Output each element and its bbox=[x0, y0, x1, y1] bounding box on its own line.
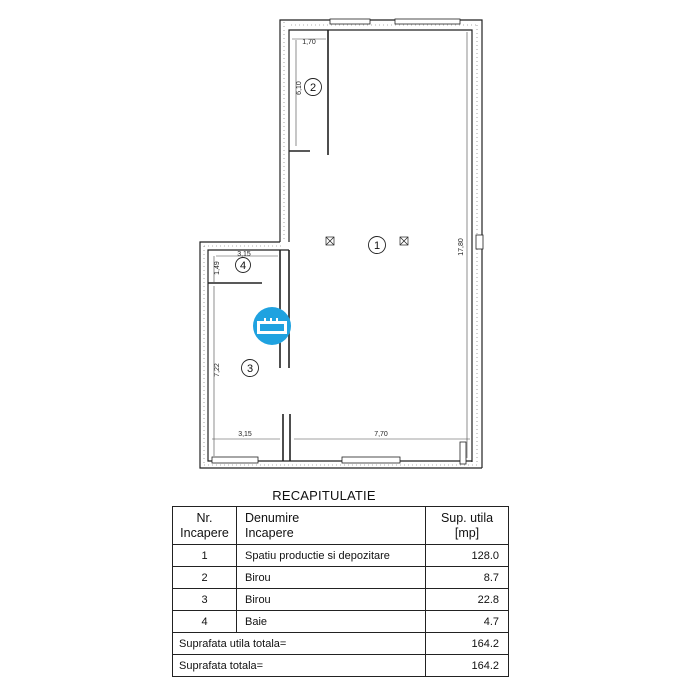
room-3-label: 3 bbox=[246, 363, 254, 375]
row-area: 4.7 bbox=[426, 611, 509, 633]
dim-room2-width: 1,70 bbox=[302, 39, 316, 46]
header-name-line1: Denumire bbox=[245, 510, 300, 525]
total-value: 164.2 bbox=[426, 633, 509, 655]
column-markers bbox=[326, 237, 408, 245]
building-badge-icon bbox=[253, 307, 291, 345]
header-name bbox=[237, 507, 426, 545]
room-4-label: 4 bbox=[239, 260, 247, 272]
row-area: 8.7 bbox=[426, 567, 509, 589]
recap-title: RECAPITULATIE bbox=[272, 488, 376, 503]
exterior-walls bbox=[200, 20, 482, 468]
table-row bbox=[173, 611, 509, 633]
recap-table bbox=[172, 506, 509, 677]
dim-room3-length: 7,22 bbox=[214, 363, 221, 377]
row-nr: 3 bbox=[173, 589, 237, 611]
table-header-row bbox=[173, 507, 509, 545]
dim-bottom-right: 7,70 bbox=[374, 431, 388, 438]
row-name: Baie bbox=[237, 611, 426, 633]
table-row bbox=[173, 589, 509, 611]
dim-room4-length: 1,49 bbox=[214, 261, 221, 275]
total-label: Suprafata utila totala= bbox=[173, 633, 426, 655]
total-row bbox=[173, 633, 509, 655]
dim-right-side: 17,80 bbox=[458, 238, 465, 256]
table-row bbox=[173, 567, 509, 589]
row-area: 128.0 bbox=[426, 545, 509, 567]
header-nr bbox=[173, 507, 237, 545]
total-label: Suprafata totala= bbox=[173, 655, 426, 677]
row-name: Birou bbox=[237, 567, 426, 589]
header-area-line1: Sup. utila bbox=[440, 510, 494, 525]
header-name-line2: Incapere bbox=[245, 525, 294, 540]
wall-hatching bbox=[204, 22, 478, 465]
row-name: Birou bbox=[237, 589, 426, 611]
row-nr: 4 bbox=[173, 611, 237, 633]
total-value: 164.2 bbox=[426, 655, 509, 677]
row-nr: 1 bbox=[173, 545, 237, 567]
header-area-line2: [mp] bbox=[454, 525, 480, 540]
row-name: Spatiu productie si depozitare bbox=[237, 545, 426, 567]
dimension-lines bbox=[212, 32, 470, 458]
room-2-label: 2 bbox=[309, 82, 317, 94]
table-row bbox=[173, 545, 509, 567]
header-nr-line1: Nr. bbox=[196, 510, 213, 525]
header-area bbox=[426, 507, 509, 545]
row-nr: 2 bbox=[173, 567, 237, 589]
header-nr-line2: Incapere bbox=[180, 525, 229, 540]
row-area: 22.8 bbox=[426, 589, 509, 611]
total-row bbox=[173, 655, 509, 677]
room-1-label: 1 bbox=[373, 240, 381, 252]
dim-room2-length: 6,10 bbox=[296, 81, 303, 95]
dim-bottom-left: 3,15 bbox=[238, 431, 252, 438]
dim-room4-width: 3,15 bbox=[237, 251, 251, 258]
